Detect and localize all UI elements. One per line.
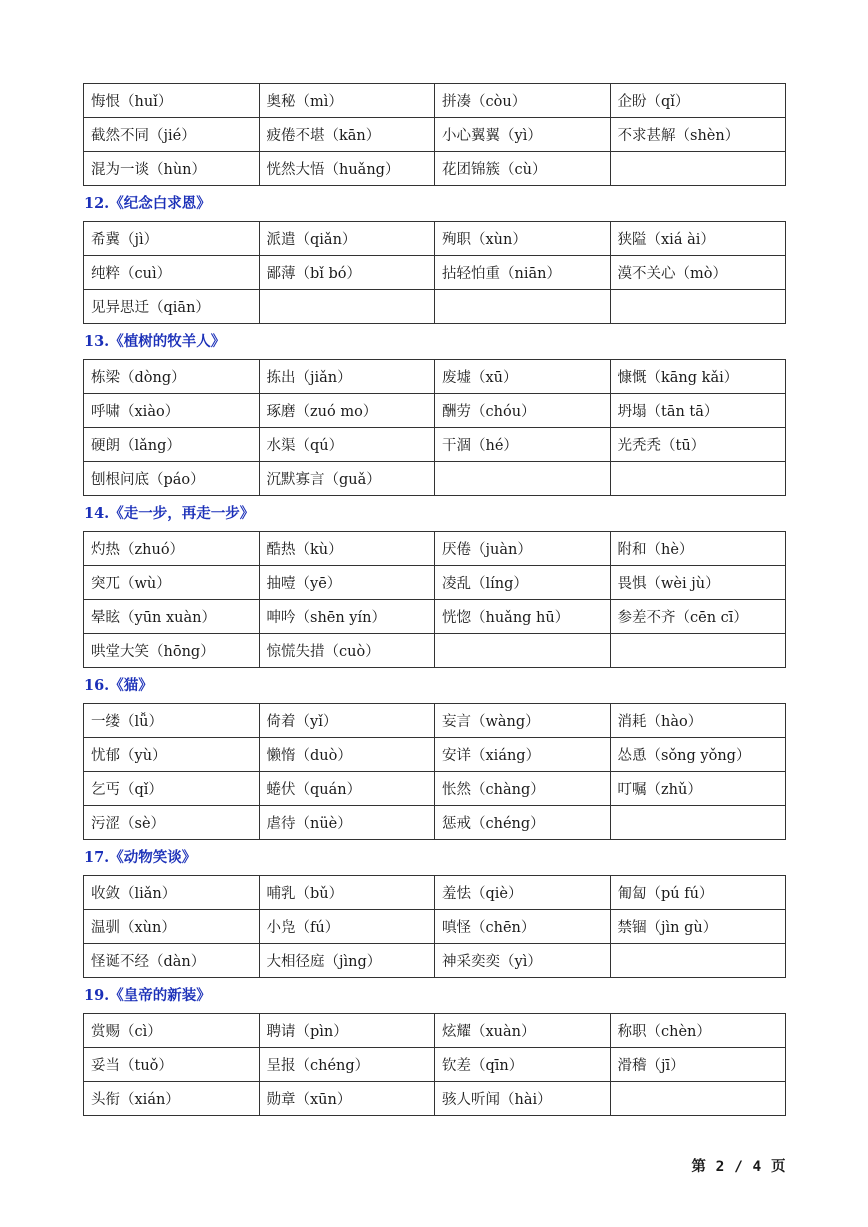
vocab-cell: 妄言（wàng）: [435, 704, 611, 738]
vocab-table: [83, 1013, 786, 1116]
table-row: [84, 634, 786, 668]
table-row: [84, 806, 786, 840]
vocab-cell: 乞丐（qǐ）: [84, 772, 260, 806]
vocab-table: [83, 703, 786, 840]
table-row: [84, 532, 786, 566]
vocab-table: [83, 83, 786, 186]
table-row: [84, 566, 786, 600]
vocab-cell: [610, 290, 786, 324]
table-row: [84, 704, 786, 738]
vocab-cell: 小凫（fú）: [259, 910, 435, 944]
section-title: 12.《纪念白求恩》: [84, 195, 211, 212]
vocab-cell: 骇人听闻（hài）: [435, 1082, 611, 1116]
table-row: [84, 118, 786, 152]
vocab-cell: [610, 806, 786, 840]
vocab-cell: 混为一谈（hùn）: [84, 152, 260, 186]
table-row: [84, 876, 786, 910]
vocab-cell: [610, 152, 786, 186]
vocab-cell: 赏赐（cì）: [84, 1014, 260, 1048]
vocab-cell: 希冀（jì）: [84, 222, 260, 256]
vocab-cell: 称职（chèn）: [610, 1014, 786, 1048]
document-body: [83, 83, 786, 1116]
vocab-cell: 小心翼翼（yì）: [435, 118, 611, 152]
section-title: 19.《皇帝的新装》: [84, 987, 211, 1004]
vocab-cell: 呼啸（xiào）: [84, 394, 260, 428]
vocab-cell: 蜷伏（quán）: [259, 772, 435, 806]
vocab-cell: 坍塌（tān tā）: [610, 394, 786, 428]
vocab-cell: 栋梁（dòng）: [84, 360, 260, 394]
vocab-cell: 一缕（lǚ）: [84, 704, 260, 738]
vocab-cell: 参差不齐（cēn cī）: [610, 600, 786, 634]
vocab-cell: 慷慨（kāng kǎi）: [610, 360, 786, 394]
vocab-cell: 羞怯（qiè）: [435, 876, 611, 910]
table-row: [84, 394, 786, 428]
table-row: [84, 600, 786, 634]
vocab-cell: 忧郁（yù）: [84, 738, 260, 772]
vocab-cell: 凌乱（líng）: [435, 566, 611, 600]
table-row: [84, 84, 786, 118]
vocab-cell: [610, 634, 786, 668]
vocab-cell: 头衔（xián）: [84, 1082, 260, 1116]
table-row: [84, 256, 786, 290]
vocab-cell: 怅然（chàng）: [435, 772, 611, 806]
vocab-cell: 晕眩（yūn xuàn）: [84, 600, 260, 634]
vocab-cell: 抽噎（yē）: [259, 566, 435, 600]
vocab-cell: 畏惧（wèi jù）: [610, 566, 786, 600]
table-row: [84, 1048, 786, 1082]
vocab-cell: 硬朗（lǎng）: [84, 428, 260, 462]
page-number: 第 2 / 4 页: [691, 1159, 786, 1175]
vocab-cell: 光秃秃（tū）: [610, 428, 786, 462]
vocab-cell: 突兀（wù）: [84, 566, 260, 600]
vocab-cell: 倚着（yǐ）: [259, 704, 435, 738]
vocab-cell: 鄙薄（bǐ bó）: [259, 256, 435, 290]
vocab-cell: 不求甚解（shèn）: [610, 118, 786, 152]
table-row: [84, 910, 786, 944]
vocab-cell: 见异思迁（qiān）: [84, 290, 260, 324]
vocab-cell: 炫耀（xuàn）: [435, 1014, 611, 1048]
section-title: 14.《走一步，再走一步》: [84, 505, 255, 522]
vocab-cell: 派遣（qiǎn）: [259, 222, 435, 256]
vocab-cell: 水渠（qú）: [259, 428, 435, 462]
vocab-cell: 拼凑（còu）: [435, 84, 611, 118]
vocab-cell: 懒惰（duò）: [259, 738, 435, 772]
vocab-cell: 狭隘（xiá ài）: [610, 222, 786, 256]
vocab-cell: 呻吟（shēn yín）: [259, 600, 435, 634]
vocab-cell: 纯粹（cuì）: [84, 256, 260, 290]
vocab-table: [83, 359, 786, 496]
vocab-cell: [610, 462, 786, 496]
vocab-cell: 虐待（nüè）: [259, 806, 435, 840]
table-row: [84, 944, 786, 978]
vocab-cell: 拈轻怕重（niān）: [435, 256, 611, 290]
table-row: [84, 1082, 786, 1116]
vocab-cell: 沉默寡言（guǎ）: [259, 462, 435, 496]
table-row: [84, 360, 786, 394]
vocab-cell: 安详（xiáng）: [435, 738, 611, 772]
vocab-cell: [435, 462, 611, 496]
table-row: [84, 462, 786, 496]
vocab-cell: 企盼（qǐ）: [610, 84, 786, 118]
vocab-cell: 奥秘（mì）: [259, 84, 435, 118]
vocab-cell: 哺乳（bǔ）: [259, 876, 435, 910]
vocab-cell: 妥当（tuǒ）: [84, 1048, 260, 1082]
vocab-cell: 干涸（hé）: [435, 428, 611, 462]
vocab-cell: 钦差（qīn）: [435, 1048, 611, 1082]
table-row: [84, 152, 786, 186]
vocab-cell: 消耗（hào）: [610, 704, 786, 738]
vocab-cell: 悔恨（huǐ）: [84, 84, 260, 118]
section-title: 17.《动物笑谈》: [84, 849, 197, 866]
table-row: [84, 1014, 786, 1048]
vocab-cell: 温驯（xùn）: [84, 910, 260, 944]
vocab-cell: 恍然大悟（huǎng）: [259, 152, 435, 186]
vocab-cell: 恍惚（huǎng hū）: [435, 600, 611, 634]
vocab-cell: 叮嘱（zhǔ）: [610, 772, 786, 806]
vocab-cell: 呈报（chéng）: [259, 1048, 435, 1082]
vocab-cell: 殉职（xùn）: [435, 222, 611, 256]
vocab-cell: 污涩（sè）: [84, 806, 260, 840]
vocab-cell: 拣出（jiǎn）: [259, 360, 435, 394]
vocab-cell: 滑稽（jī）: [610, 1048, 786, 1082]
vocab-cell: [259, 290, 435, 324]
vocab-cell: 酬劳（chóu）: [435, 394, 611, 428]
vocab-cell: 漠不关心（mò）: [610, 256, 786, 290]
vocab-cell: 勋章（xūn）: [259, 1082, 435, 1116]
vocab-cell: 酷热（kù）: [259, 532, 435, 566]
vocab-table: [83, 221, 786, 324]
vocab-cell: 附和（hè）: [610, 532, 786, 566]
vocab-cell: 废墟（xū）: [435, 360, 611, 394]
vocab-cell: 刨根问底（páo）: [84, 462, 260, 496]
table-row: [84, 222, 786, 256]
vocab-table: [83, 531, 786, 668]
vocab-cell: 匍匐（pú fú）: [610, 876, 786, 910]
vocab-cell: 灼热（zhuó）: [84, 532, 260, 566]
vocab-cell: 截然不同（jié）: [84, 118, 260, 152]
table-row: [84, 772, 786, 806]
section-title: 16.《猫》: [84, 677, 153, 694]
vocab-cell: 疲倦不堪（kān）: [259, 118, 435, 152]
vocab-table: [83, 875, 786, 978]
vocab-cell: 琢磨（zuó mo）: [259, 394, 435, 428]
vocab-cell: 惊慌失措（cuò）: [259, 634, 435, 668]
section-title: 13.《植树的牧羊人》: [84, 333, 226, 350]
vocab-cell: [610, 944, 786, 978]
vocab-cell: 大相径庭（jìng）: [259, 944, 435, 978]
vocab-cell: 聘请（pìn）: [259, 1014, 435, 1048]
vocab-cell: 怪诞不经（dàn）: [84, 944, 260, 978]
vocab-cell: 哄堂大笑（hōng）: [84, 634, 260, 668]
vocab-cell: 怂恿（sǒng yǒng）: [610, 738, 786, 772]
vocab-cell: [435, 290, 611, 324]
vocab-cell: 收敛（liǎn）: [84, 876, 260, 910]
table-row: [84, 428, 786, 462]
table-row: [84, 290, 786, 324]
vocab-cell: 神采奕奕（yì）: [435, 944, 611, 978]
vocab-cell: 禁锢（jìn gù）: [610, 910, 786, 944]
table-row: [84, 738, 786, 772]
vocab-cell: 嗔怪（chēn）: [435, 910, 611, 944]
vocab-cell: [435, 634, 611, 668]
vocab-cell: 惩戒（chéng）: [435, 806, 611, 840]
vocab-cell: [610, 1082, 786, 1116]
vocab-cell: 厌倦（juàn）: [435, 532, 611, 566]
vocab-cell: 花团锦簇（cù）: [435, 152, 611, 186]
